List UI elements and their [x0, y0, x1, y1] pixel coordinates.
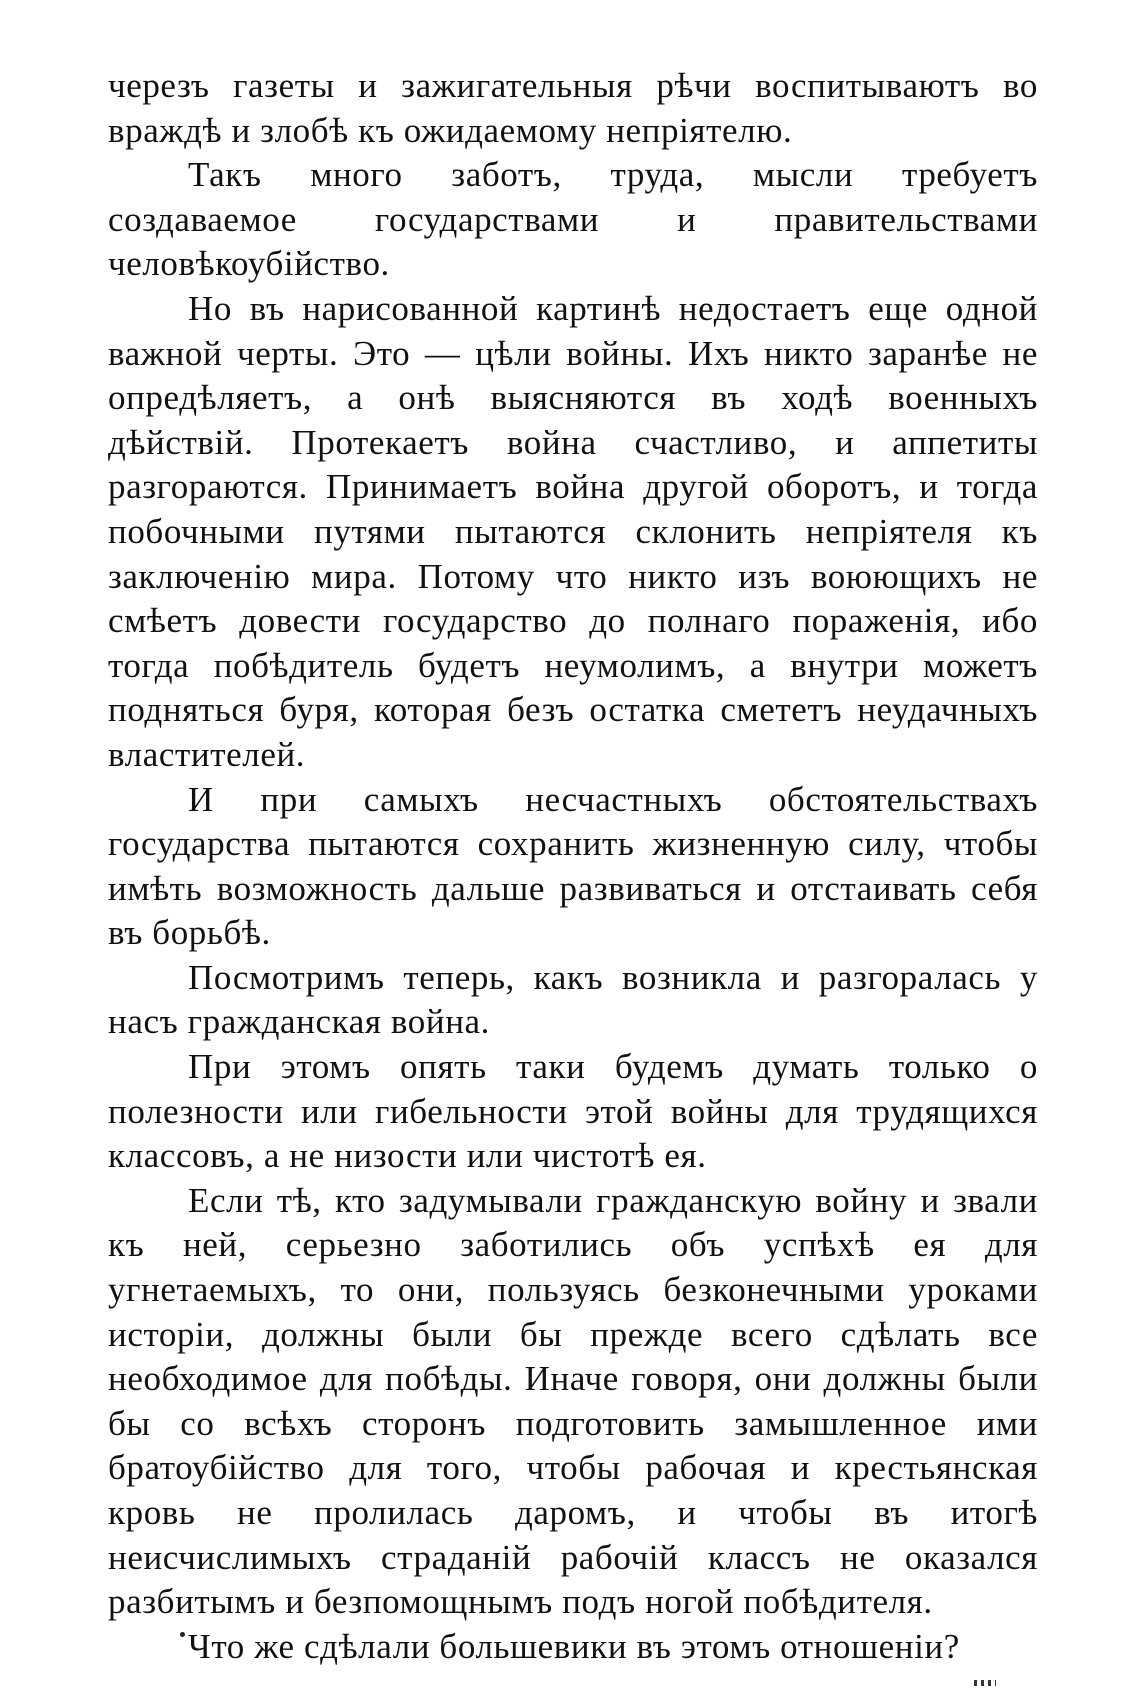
paragraph-7: Если тѣ, кто задумывали гражданскую войну и звали къ ней, серьезно заботились объ успѣхѣ ея для угнетаемыхъ, то они, пользуясь безконечными уроками исторіи, должны были бы прежде всего сдѣлать все необходимое для побѣды. Иначе говоря, они должны были бы со всѣхъ сторонъ подготовить замышленное ими братоубійство для того, чтобы рабочая и крестьянская кровь не пролилась даромъ, и чтобы въ итогѣ неисчислимыхъ страданій рабочій классъ не оказался разбитымъ и безпомощнымъ подъ ногой побѣдителя. [108, 1180, 1038, 1622]
paragraph-4: И при самыхъ несчастныхъ обстоятельствахъ государства пытаются сохранить жизненную силу, чтобы имѣть возможность дальше развиваться и отстаивать себя въ борьбѣ. [108, 779, 1038, 953]
paragraph-2: Такъ много заботъ, труда, мысли требуетъ создаваемое государствами и правительствами человѣкоубійство. [108, 155, 1038, 284]
paragraph-5: Посмотримъ теперь, какъ возникла и разгоралась у насъ гражданская война. [108, 957, 1038, 1042]
paragraph-8: Что же сдѣлали большевики въ этомъ отношеніи? [188, 1626, 960, 1666]
paragraph-3: Но въ нарисованной картинѣ недостаетъ еще одной важной черты. Это — цѣли войны. Ихъ никто заранѣе не опредѣляетъ, а онѣ выясняются въ ходѣ военныхъ дѣйствій. Протекаетъ война счастливо, и аппетиты разгораются. Принимаетъ война другой оборотъ, и тогда побочными путями пытаются склонить непріятеля къ заключенію мира. Потому что никто изъ воюющихъ не смѣетъ довести государство до полнаго пораженія, ибо тогда побѣдитель будетъ неумолимъ, а внутри можетъ подняться буря, которая безъ остатка смететъ неудачныхъ властителей. [108, 288, 1038, 774]
page-edge-mark [974, 1680, 996, 1686]
paragraph-6: При этомъ опять таки будемъ думать только о полезности или гибельности этой войны для трудящихся классовъ, а не низости или чистотѣ ея. [108, 1047, 1038, 1176]
body-text [108, 64, 1038, 1669]
ink-speck [180, 1632, 185, 1637]
paragraph-1: черезъ газеты и зажигательныя рѣчи воспитываютъ во враждѣ и злобѣ къ ожидаемому непріятелю. [108, 66, 1038, 150]
